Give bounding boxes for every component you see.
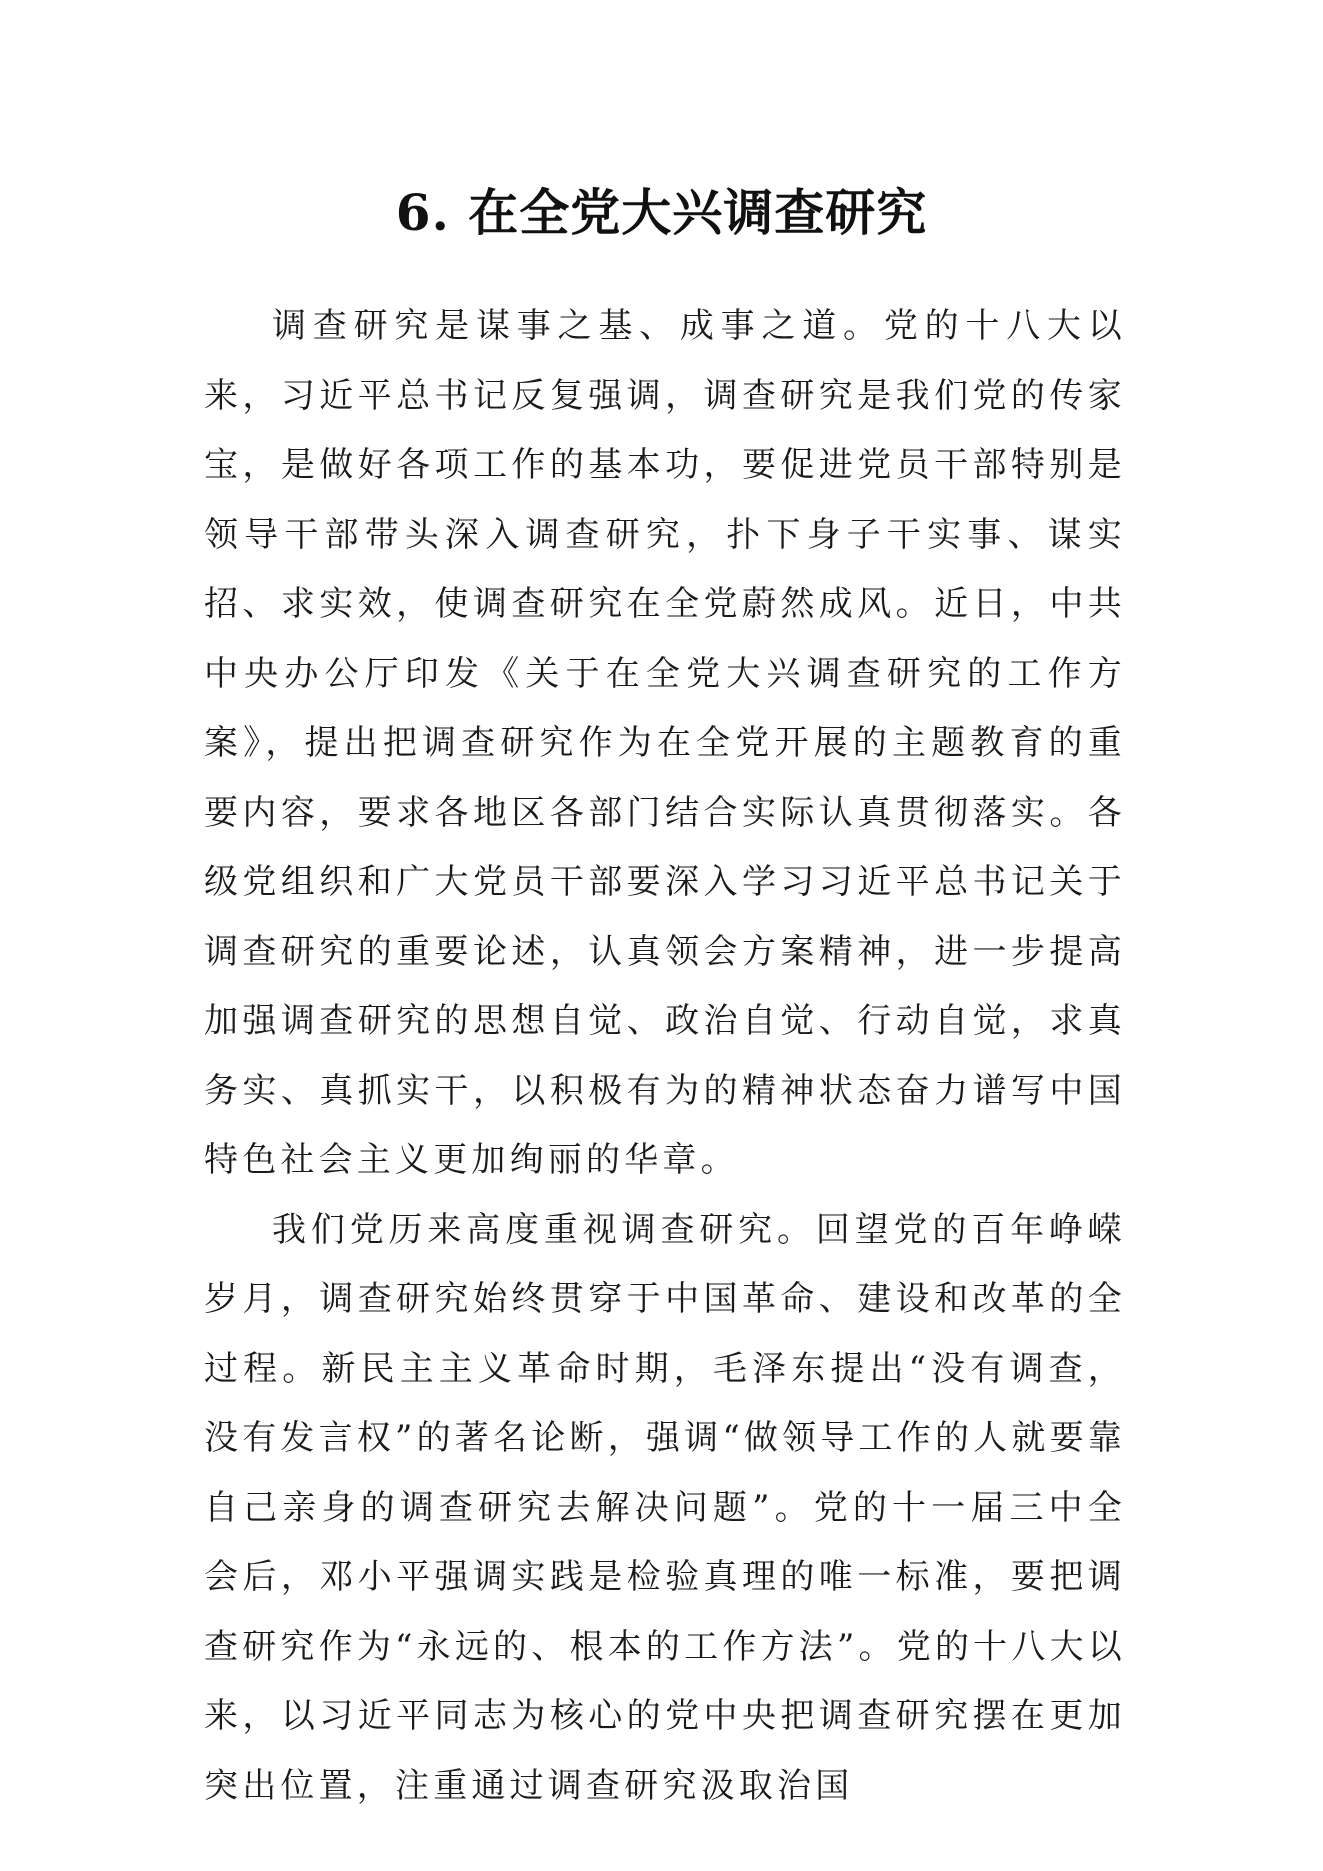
body-paragraph-2: 我们党历来高度重视调查研究。回望党的百年峥嵘岁月，调查研究始终贯穿于中国革命、建设和改革的全过程。新民主主义革命时期，毛泽东提出“没有调查，没有发言权”的著名论断，强调“做领导工作的人就要靠自己亲身的调查研究去解决问题”。党的十一届三中全会后，邓小平强调实践是检验真理的唯一标准，要把调查研究作为“永远的、根本的工作方法”。党的十八大以来，以习近平同志为核心的党中央把调查研究摆在更加突出位置，注重通过调查研究汲取治国	[204, 1209, 1126, 1806]
document-title: 6. 在全党大兴调查研究	[395, 183, 928, 242]
body-paragraph-1: 调查研究是谋事之基、成事之道。党的十八大以来，习近平总书记反复强调，调查研究是我们党的传家宝，是做好各项工作的基本功，要促进党员干部特别是领导干部带头深入调查研究，扑下身子干实事、谋实招、求实效，使调查研究在全党蔚然成风。近日，中共中央办公厅印发《关于在全党大兴调查研究的工作方案》，提出把调查研究作为在全党开展的主题教育的重要内容，要求各地区各部门结合实际认真贯彻落实。各级党组织和广大党员干部要深入学习习近平总书记关于调查研究的重要论述，认真领会方案精神，进一步提高加强调查研究的思想自觉、政治自觉、行动自觉，求真务实、真抓实干，以积极有为的精神状态奋力谱写中国特色社会主义更加绚丽的华章。	[204, 306, 1126, 1180]
document-body	[204, 292, 1126, 1821]
